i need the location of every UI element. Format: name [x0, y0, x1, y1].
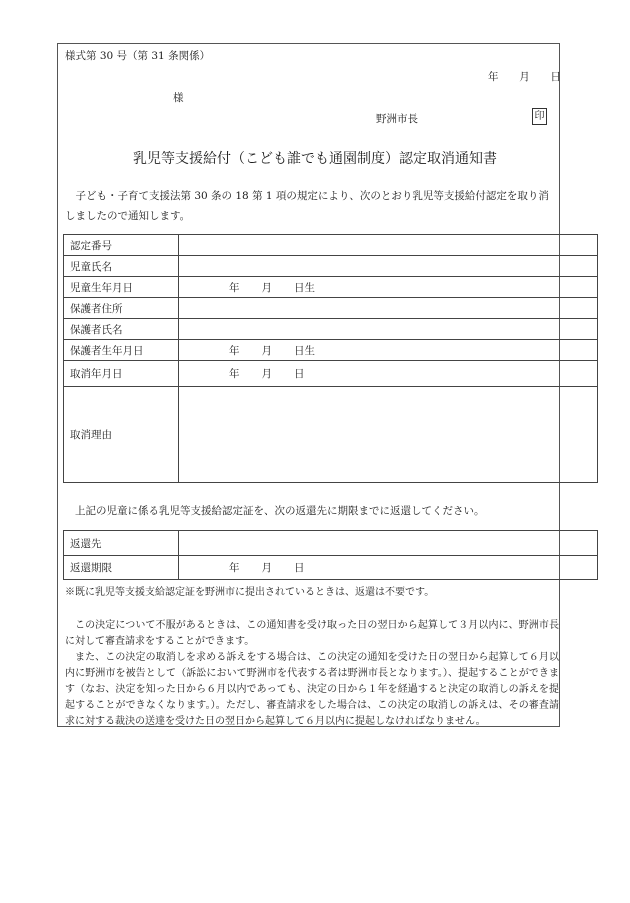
row-value — [179, 235, 598, 256]
row-label: 保護者生年月日 — [64, 340, 179, 361]
date-month: 月 — [261, 368, 272, 380]
date-month: 月 — [261, 344, 272, 357]
appeal-notice — [65, 618, 559, 730]
date-day: 日 — [550, 71, 561, 83]
date-month: 月 — [261, 562, 272, 574]
row-label: 認定番号 — [64, 235, 179, 256]
table-row — [64, 298, 598, 319]
return-table — [63, 530, 598, 580]
return-instruction: 上記の児童に係る乳児等支援給認定証を、次の返還先に期限までに返還してください。 — [75, 505, 485, 517]
date-year: 年 — [229, 562, 240, 574]
date-day: 日生 — [294, 344, 315, 357]
appeal-paragraph: また、この決定の取消しを求める訴えをする場合は、この決定の通知を受けた日の翌日から起算して６月以内に野洲市を被告として（訴訟において野洲市を代表する者は野洲市長となります。）、提起することができます（なお、決定を知った日から６月以内であっても、決定の日から１年を経過すると決定の取消しの訴えを提起することができなくなります。）。ただし、審査請求をした場合は、この決定の取消しの訴えは、その審査請求に対する裁決の送達を受けた日の翌日から起算して６月以内に提起しなければなりません。 — [65, 652, 559, 727]
footnote: ※既に乳児等支援支給認定証を野洲市に提出されているときは、返還は不要です。 — [65, 587, 435, 598]
row-label: 児童氏名 — [64, 256, 179, 277]
row-value — [179, 319, 598, 340]
date-day: 日生 — [294, 281, 315, 294]
row-label: 児童生年月日 — [64, 277, 179, 298]
table-row — [64, 531, 598, 556]
details-table — [63, 234, 598, 483]
row-date-value — [179, 277, 598, 298]
appeal-paragraph: この決定について不服があるときは、この通知書を受け取った日の翌日から起算して３月以内に、野洲市長に対して審査請求をすることができます。 — [65, 620, 559, 647]
form-number: 様式第 30 号（第 31 条関係） — [65, 50, 211, 62]
issue-date — [488, 69, 561, 84]
date-year: 年 — [229, 344, 240, 357]
date-day: 日 — [294, 562, 305, 574]
row-value — [179, 531, 598, 556]
table-row — [64, 319, 598, 340]
date-year: 年 — [488, 71, 499, 83]
table-row — [64, 256, 598, 277]
row-label: 保護者住所 — [64, 298, 179, 319]
table-row — [64, 556, 598, 580]
date-day: 日 — [294, 368, 305, 380]
row-label: 返還期限 — [64, 556, 179, 580]
row-value — [179, 298, 598, 319]
date-month: 月 — [519, 71, 530, 83]
table-row — [64, 277, 598, 298]
row-date-value — [179, 556, 598, 580]
row-date-value — [179, 361, 598, 387]
table-row — [64, 235, 598, 256]
row-date-value — [179, 340, 598, 361]
document-title: 乳児等支援給付（こども誰でも通園制度）認定取消通知書 — [133, 151, 497, 167]
row-label: 保護者氏名 — [64, 319, 179, 340]
row-label: 返還先 — [64, 531, 179, 556]
date-year: 年 — [229, 281, 240, 294]
row-label: 取消理由 — [64, 387, 179, 483]
row-label: 取消年月日 — [64, 361, 179, 387]
intro-text: 子ども・子育て支援法第 30 条の 18 第 1 項の規定により、次のとおり乳児等支援給付認定を取り消しましたので通知します。 — [65, 190, 549, 222]
row-value — [179, 256, 598, 277]
table-row — [64, 340, 598, 361]
date-month: 月 — [261, 281, 272, 294]
issuer-name: 野洲市長 — [376, 113, 418, 125]
addressee-suffix: 様 — [173, 92, 184, 104]
table-row — [64, 361, 598, 387]
date-year: 年 — [229, 368, 240, 380]
table-row — [64, 387, 598, 483]
row-value — [179, 387, 598, 483]
seal-mark: 印 — [532, 108, 547, 125]
